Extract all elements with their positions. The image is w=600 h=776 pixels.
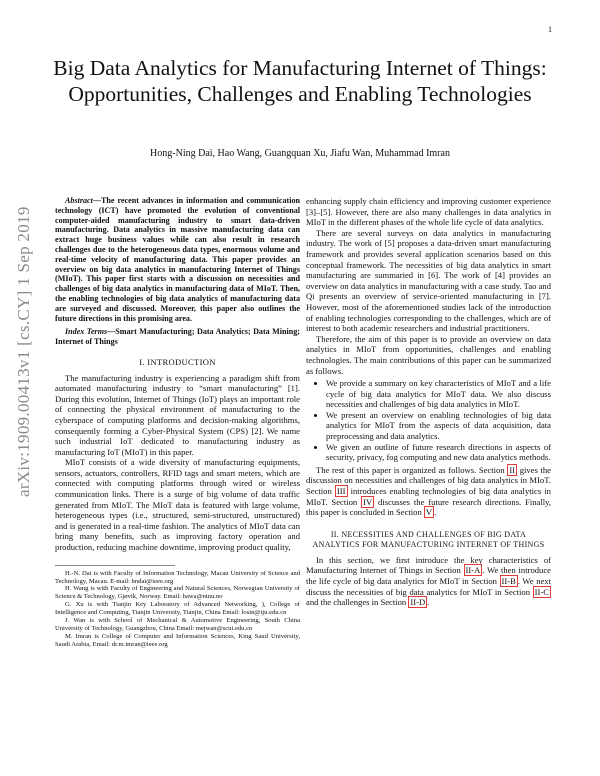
text-run: . We then introduce the life cycle of big data analytics for MIoT in Section <box>306 565 551 586</box>
section-link[interactable]: II-C <box>534 586 549 597</box>
body-paragraph: There are several surveys on data analytics in manufacturing industry. The work of [5] proposes a data-driven smart manufacturing framework and provides several application scenarios based on this conceptual framework. The necessities of big data analytics in smart manufacturing are summaried in [6]. The work of [4] provides an overview on data analytics in manufacturing with a case study. Tao and Qi presents an overview of service-oriented manufacturing in [7]. However, most of the aforementioned studies lack of the introduction of enabling technologies corresponding to the challenges, which are of interest to both academic researchers and industrial practitioners. <box>306 227 551 334</box>
author-list: Hong-Ning Dai, Hao Wang, Guangquan Xu, Jiafu Wan, Muhammad Imran <box>150 148 450 159</box>
contribution-list <box>306 378 551 463</box>
abstract <box>55 196 300 323</box>
section-heading-introduction: I. INTRODUCTION <box>139 356 216 367</box>
section-link[interactable]: II-D <box>410 597 426 608</box>
text-run: . <box>434 507 437 518</box>
section-link[interactable]: V <box>425 507 433 518</box>
text-run: discusses the future research directions. Finally, this paper is concluded in Section <box>306 496 552 518</box>
footnote: G. Xu is with Tianjin Key Laboratory of Advanced Networking, ), College of Intelligence and Computing, Tianjin University, Tianjin, China Email: losin@tju.edu.cn <box>55 601 300 617</box>
section-link[interactable]: II-B <box>501 576 516 586</box>
section-link[interactable]: IV <box>363 496 373 507</box>
body-paragraph <box>306 555 551 608</box>
footnote: H.-N. Dai is with Faculty of Information Technology, Macau University of Science and Technology, Macau. E-mail: hndai@ieee.org <box>55 569 300 585</box>
heading-line: II. NECESSITIES AND CHALLENGES OF BIG DATA <box>330 529 527 539</box>
body-paragraph: Therefore, the aim of this paper is to provide an overview on data analytics in MIoT from opportunities, challenges and enabling technologies. The main contributions of this paper can be summarized as follows. <box>306 333 551 376</box>
index-terms-label: Index Terms <box>65 327 108 337</box>
text-run: . We next discuss the necessities of big data analytics for MIoT in Section <box>306 576 551 597</box>
left-column <box>55 196 300 649</box>
section-link[interactable]: II <box>509 464 516 475</box>
section-link[interactable]: II-A <box>465 565 481 576</box>
arxiv-stamp: arXiv:1909.00413v1 [cs.CY] 1 Sep 2019 <box>14 206 33 497</box>
footnotes <box>55 570 300 649</box>
page-number: 1 <box>548 25 552 34</box>
footnote: H. Wang is with Faculty of Engineering and Natural Sciences, Norwegian University of Science & Technology, Gjøvik, Norway. Email: hawa@ntnu.no <box>55 585 300 601</box>
intro-paragraph: The manufacturing industry is experiencing a paradigm shift from automated manufacturing industry to “smart manufacturing” [1]. During this evolution, Internet of Things (IoT) plays an important role of connecting the physical environment of manufacturing to the cyberspace of computing platforms and decision-making algorithms, consequently forming a Cyber-Physical System (CPS) [2]. We name such industrial IoT dedicated to manufacturing industry as manufacturing IoT (MIoT) in this paper. <box>55 372 300 457</box>
section-link[interactable]: III <box>336 486 346 497</box>
list-item: • We present an overview on enabling technologies of big data analytics for MIoT from the aspects of data acquisition, data preprocessing and data analytics. <box>326 410 551 442</box>
heading-line: ANALYTICS FOR MANUFACTURING INTERNET OF THINGS <box>312 539 545 549</box>
text-run: The rest of this paper is organized as follows. Section <box>316 464 508 475</box>
footnote: M. Imran is College of Computer and Information Sciences, King Saud University, Saudi Arabia, Email: dr.m.imran@ieee.org <box>55 632 300 648</box>
body-paragraph: enhancing supply chain efficiency and improving customer experience [3]–[5]. However, there are also many challenges in data analytics in MIoT in the different phases of the whole life cycle of data analytics. <box>306 196 551 228</box>
intro-paragraph: MIoT consists of a wide diversity of manufacturing equipments, sensors, actuators, controllers, RFID tags and smart meters, which are connected with computing platforms through wired or wireless communication links. There is a surge of big volume of data traffic generated from MIoT. The MIoT data is featured with large volume, heterogeneous types (i.e., structured, semi-structured, unstructured) and is generated in a real-time fashion. The analytics of MIoT data can bring many benefits, such as improving factory operation and production, reducing machine downtime, improving product quality, <box>55 457 300 553</box>
abstract-label: Abstract <box>65 196 93 205</box>
list-item: • We given an outline of future research directions in aspects of security, privacy, fog computing and new data analytics methods. <box>326 442 551 463</box>
body-paragraph <box>306 465 551 518</box>
paper-title: Big Data Analytics for Manufacturing Internet of Things: Opportunities, Challenges and Enabling Technologies <box>53 56 547 106</box>
index-terms-text: —Smart Manufacturing; Data Analytics; Data Mining; Internet of Things <box>55 327 301 347</box>
footnote-divider <box>55 565 175 566</box>
text-run: In this section, we first introduce the key characteristics of Manufacturing Internet of Things in Section <box>306 554 551 576</box>
abstract-text: —The recent advances in information and communication technology (ICT) have promoted the evolution of conventional computer-aided manufacturing industry to smart data-driven manufacturing. Data analytics in massive manufacturing data can extract huge business values while can also result in research challenges due to the heterogeneous data types, enormous volume and real-time velocity of manufacturing data. This paper provides an overview on big data analytics in manufacturing Internet of Things (MIoT). This paper first starts with a discussion on necessities and challenges of big data analytics in manufacturing data of MIoT. Then, the enabling technologies of big data analytics of manufacturing data are surveyed and discussed. Moreover, this paper also outlines the future directions in this promising area. <box>55 196 300 323</box>
text-run: introduces enabling technologies of big data analytics in MIoT. Section <box>306 486 551 507</box>
right-column <box>306 196 551 608</box>
footnote: J. Wan is with School of Mechanical & Automotive Engineering, South China University of Technology, Guangzhou, China Email: mejwan@scut.edu.cn <box>55 617 300 632</box>
text-run: and the challenges in Section <box>306 597 409 608</box>
section-heading-necessities <box>306 530 551 550</box>
text-run: . <box>427 597 430 608</box>
list-item: • We provide a summary on key characteristics of MIoT and a life cycle of big data analytics for MIoT data. We also discuss necessities and challenges of big data analytics in MIoT. <box>326 378 551 410</box>
index-terms <box>55 327 300 347</box>
text-run: gives the discussion on necessities and challenges of big data analytics in MIoT. Section <box>306 464 551 497</box>
